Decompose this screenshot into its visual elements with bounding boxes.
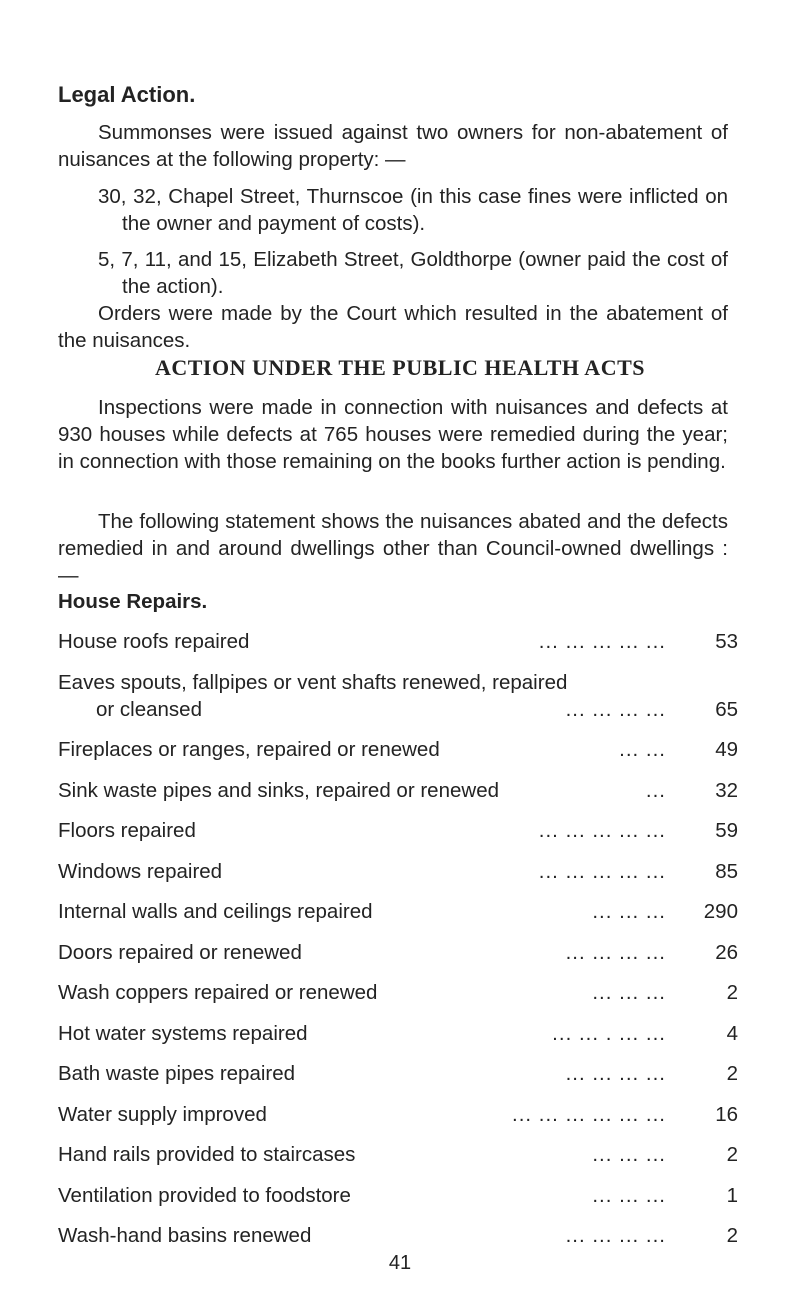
leader-dots: ... ... ... ... ... ... [512,1102,666,1126]
page-number: 41 [388,1252,412,1274]
repair-label: Hot water systems repaired [58,1021,308,1045]
repair-label: Doors repaired or renewed [58,940,302,964]
repair-count: 290 [703,900,738,923]
repair-row-hand-rails [58,1141,738,1168]
leader-dots: ... ... . ... ... [552,1021,666,1045]
repair-count: 2 [726,1224,738,1247]
repair-row-eaves-spouts [58,669,738,723]
repair-label: Wash-hand basins renewed [58,1224,312,1247]
leader-dots: ... ... ... ... ... [538,819,666,842]
repair-label: Wash coppers repaired or renewed [58,981,378,1004]
leader-dots: ... ... ... ... ... [538,630,666,653]
repair-label: Bath waste pipes repaired [58,1062,296,1085]
leader-dots: ... ... ... [592,981,666,1004]
leader-dots: ... ... ... ... ... [538,859,666,883]
repair-count: 4 [726,1021,738,1045]
repair-count: 2 [726,981,738,1004]
repair-label: Hand rails provided to staircases [58,1143,356,1166]
leader-dots: ... ... ... ... [565,1224,666,1247]
property-item-elizabeth-street: 5, 7, 11, and 15, Elizabeth Street, Goldthorpe (owner paid the cost of the action). [98,248,728,298]
repair-count: 85 [715,859,738,883]
repair-label: Windows repaired [58,859,223,883]
house-repairs-table [58,628,738,1263]
legal-action-heading: Legal Action. [58,82,196,107]
leader-dots: ... ... ... [592,1183,666,1207]
repair-row-sink-waste-pipes [58,777,738,804]
leader-dots: ... ... ... [592,1143,666,1166]
statement-paragraph: The following statement shows the nuisances abated and the defects remedied in and around dwellings other than Council-owned dwellings : — [58,510,728,587]
repair-count: 2 [726,1143,738,1166]
leader-dots: ... ... ... ... [565,697,666,721]
leader-dots: ... ... ... [592,900,666,923]
repair-row-wash-coppers [58,979,738,1006]
repair-row-internal-walls [58,898,738,925]
inspections-paragraph: Inspections were made in connection with nuisances and defects at 930 houses while defects at 765 houses were remedied during the year; in connection with those remaining on the books further action is pending. [58,396,728,473]
public-health-acts-heading: ACTION UNDER THE PUBLIC HEALTH ACTS [154,355,645,380]
repair-count: 53 [715,630,738,653]
repair-count: 32 [715,778,738,802]
repair-row-fireplaces [58,736,738,763]
repair-label: Internal walls and ceilings repaired [58,900,373,923]
house-repairs-heading: House Repairs. [58,590,208,613]
repair-label: Sink waste pipes and sinks, repaired or renewed [58,778,499,802]
repair-label: House roofs repaired [58,630,250,653]
repair-row-water-supply [58,1101,738,1128]
repair-count: 59 [715,819,738,842]
orders-paragraph: Orders were made by the Court which resulted in the abatement of the nuisances. [58,302,728,352]
repair-label: Fireplaces or ranges, repaired or renewed [58,738,440,761]
legal-intro-paragraph: Summonses were issued against two owners for non-abatement of nuisances at the following property: — [58,121,728,171]
repair-row-hot-water [58,1020,738,1047]
repair-row-ventilation [58,1182,738,1209]
repair-row-bath-waste [58,1060,738,1087]
repair-count: 16 [715,1102,738,1126]
property-item-chapel-street: 30, 32, Chapel Street, Thurnscoe (in this case fines were inflicted on the owner and payment of costs). [98,185,728,235]
leader-dots: ... ... ... ... [565,1062,666,1085]
repair-count: 49 [715,738,738,761]
repair-row-windows [58,858,738,885]
repair-count: 1 [726,1183,738,1207]
repair-count: 2 [726,1062,738,1085]
leader-dots: ... [645,778,666,802]
repair-label: Ventilation provided to foodstore [58,1183,351,1207]
repair-count: 26 [715,940,738,964]
leader-dots: ... ... [619,738,666,761]
repair-label: Floors repaired [58,819,196,842]
leader-dots: ... ... ... ... [565,940,666,964]
repair-row-house-roofs [58,628,738,655]
repair-row-doors [58,939,738,966]
repair-row-wash-hand-basins [58,1222,738,1249]
repair-label: Eaves spouts, fallpipes or vent shafts renewed, repaired or cleansed [58,670,568,721]
repair-count: 65 [715,697,738,721]
repair-row-floors [58,817,738,844]
repair-label: Water supply improved [58,1102,267,1126]
